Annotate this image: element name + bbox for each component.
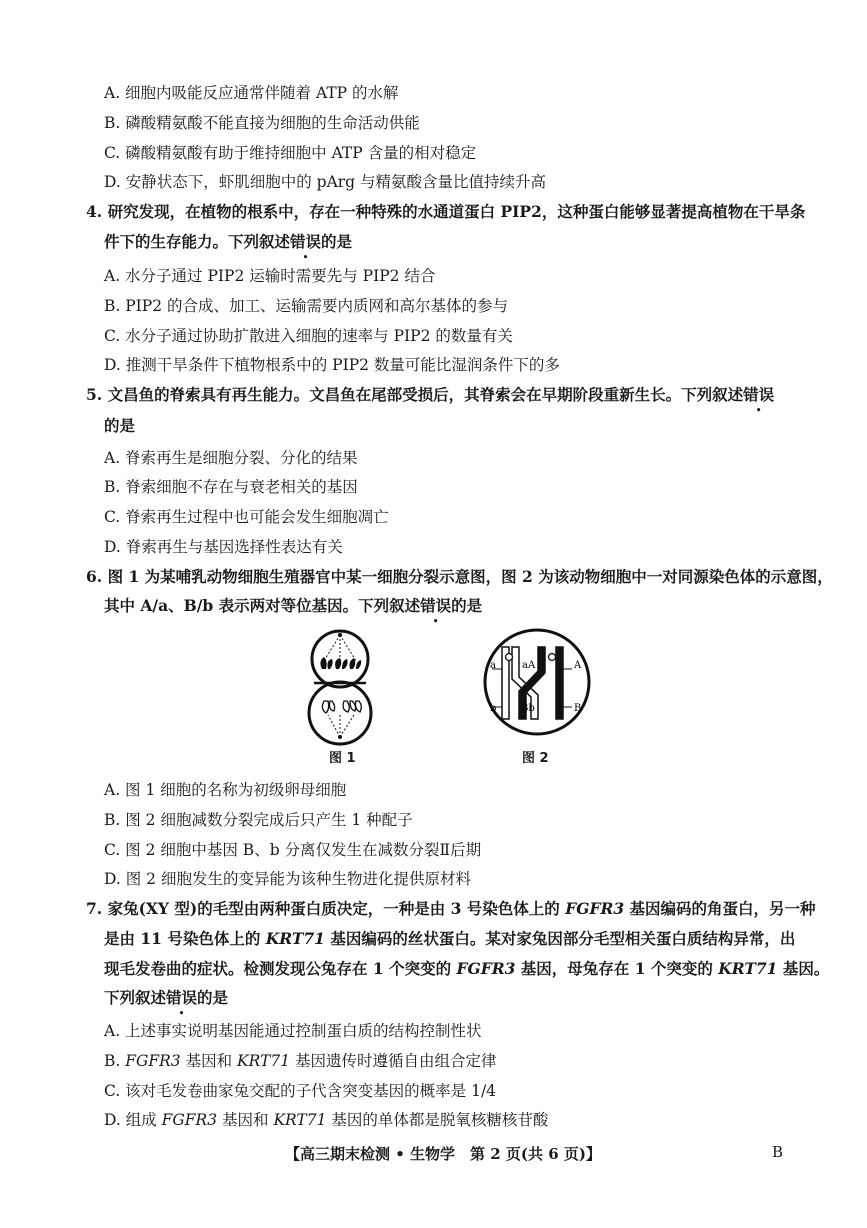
spindle-bottom [328,715,354,737]
gene-name: FGFR3 [161,1111,218,1129]
q5-option-d: D. 脊索再生与基因选择性表达有关 [104,538,343,556]
emphasis-mark: 错误 [166,988,198,1007]
q7-option-a: A. 上述事实说明基因能通过控制蛋白质的结构控制性状 [104,1022,482,1040]
spindle-top [324,635,356,661]
q4-option-a: A. 水分子通过 PIP2 运输时需要先与 PIP2 结合 [104,267,436,285]
q6-option-a: A. 图 1 细胞的名称为初级卵母细胞 [104,781,347,799]
label-b-right: B [574,703,582,714]
page-footer: 【高三期末检测 • 生物学 第 2 页(共 6 页)】 [285,1145,601,1163]
q3-option-b: B. 磷酸精氨酸不能直接为细胞的生命活动供能 [104,114,420,132]
q7-option-d: D. 组成 FGFR3 基因和 KRT71 基因的单体都是脱氧核糖核苷酸 [104,1111,549,1129]
q5-option-c: C. 脊索再生过程中也可能会发生细胞凋亡 [104,508,389,526]
q7-option-c: C. 该对毛发卷曲家兔交配的子代含突变基因的概率是 1/4 [104,1082,497,1100]
figure-1-cell-division [300,625,380,747]
q7-stem-line1: 7. 家兔(XY 型)的毛型由两种蛋白质决定，一种是由 3 号染色体上的 FGFR3 基因编码的角蛋白，另一种 [86,899,816,918]
emphasis-mark: 错误 [420,596,452,615]
label-b-mid: Bb [521,703,535,714]
q6-option-c: C. 图 2 细胞中基因 B、b 分离仅发生在减数分裂Ⅱ后期 [104,841,482,859]
q5-stem-line2: 的是 [104,416,136,435]
q4-option-d: D. 推测干旱条件下植物根系中的 PIP2 数量可能比湿润条件下的多 [104,356,560,374]
gene-name: FGFR3 [125,1052,181,1070]
figure-1-caption: 图 1 [329,751,356,766]
chromosomes-bottom [322,701,361,713]
gene-name: FGFR3 [565,899,625,918]
gene-name: KRT71 [718,959,778,978]
gene-name: KRT71 [265,929,325,948]
label-a-left: a [490,660,496,671]
q5-option-a: A. 脊索再生是细胞分裂、分化的结果 [104,449,358,467]
q5-stem-line1: 5. 文昌鱼的脊索具有再生能力。文昌鱼在尾部受损后，其脊索会在早期阶段重新生长。下列叙述错误 [86,385,775,404]
q4-option-c: C. 水分子通过协助扩散进入细胞的速率与 PIP2 的数量有关 [104,327,513,345]
q4-stem-line1: 4. 研究发现，在植物的根系中，存在一种特殊的水通道蛋白 PIP2，这种蛋白能够显著提高植物在干旱条 [86,202,806,221]
q6-stem-line1: 6. 图 1 为某哺乳动物细胞生殖器官中某一细胞分裂示意图，图 2 为该动物细胞中一对同源染色体的示意图， [86,567,833,586]
q3-option-c: C. 磷酸精氨酸有助于维持细胞中 ATP 含量的相对稳定 [104,144,477,162]
q6-option-b: B. 图 2 细胞减数分裂完成后只产生 1 种配子 [104,811,413,829]
emphasis-mark: 错误 [290,232,322,251]
q4-option-b: B. PIP2 的合成、加工、运输需要内质网和高尔基体的参与 [104,297,509,315]
label-a-right: A [574,660,582,671]
q4-stem-line2: 件下的生存能力。下列叙述错误的是 [104,232,353,251]
q5-option-b: B. 脊索细胞不存在与衰老相关的基因 [104,478,358,496]
gene-name: FGFR3 [456,959,516,978]
label-a-mid: aA [522,660,536,671]
figure-2-caption: 图 2 [522,751,549,766]
gene-name: KRT71 [237,1052,291,1070]
emphasis-mark: 错误 [743,385,775,404]
q7-stem-line3: 现毛发卷曲的症状。检测发现公兔存在 1 个突变的 FGFR3 基因，母兔存在 1 个突变的 KRT71 基因。 [104,959,830,978]
paper-version: B [772,1143,784,1161]
gene-name: KRT71 [273,1111,327,1129]
q7-stem-line2: 是由 11 号染色体上的 KRT71 基因编码的丝状蛋白。某对家兔因部分毛型相关蛋白质结构异常，出 [104,929,796,948]
q6-option-d: D. 图 2 细胞发生的变异能为该种生物进化提供原材料 [104,870,471,888]
q3-option-a: A. 细胞内吸能反应通常伴随着 ATP 的水解 [104,84,399,102]
q6-stem-line2: 其中 A/a、B/b 表示两对等位基因。下列叙述错误的是 [104,596,483,615]
label-b-left: b [490,703,497,714]
q7-option-b: B. FGFR3 基因和 KRT71 基因遗传时遵循自由组合定律 [104,1052,497,1070]
figure-2-homologous-chromosomes [482,627,592,737]
q7-stem-line4: 下列叙述错误的是 [104,988,229,1007]
q3-option-d: D. 安静状态下，虾肌细胞中的 pArg 与精氨酸含量比值持续升高 [104,173,547,191]
